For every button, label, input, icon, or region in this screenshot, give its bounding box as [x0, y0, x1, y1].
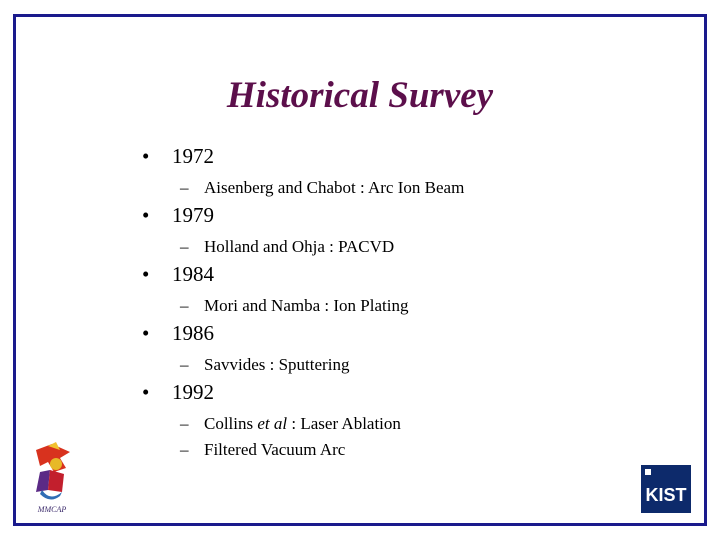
kist-logo — [641, 465, 691, 513]
mmcap-logo — [26, 442, 78, 516]
bullet-icon: • — [142, 203, 150, 227]
detail-text: Holland and Ohja : PACVD — [204, 237, 395, 256]
detail-text: Aisenberg and Chabot : Arc Ion Beam — [204, 178, 465, 197]
detail-row — [142, 237, 682, 263]
year-label: 1986 — [172, 321, 214, 345]
logo-head-shape — [50, 458, 62, 470]
list-item — [142, 203, 682, 263]
detail-text-italic: et al — [257, 414, 288, 433]
slide-title: Historical Survey — [226, 75, 494, 116]
logo-body-right — [48, 470, 64, 492]
dash-icon: – — [180, 237, 189, 256]
detail-row — [142, 296, 682, 322]
bullet-icon: • — [142, 380, 150, 404]
detail-row — [142, 178, 682, 204]
detail-text-post: : Laser Ablation — [287, 414, 401, 433]
logo-text: KIST — [645, 485, 687, 505]
year-label: 1972 — [172, 144, 214, 168]
logo-body-left — [36, 470, 50, 492]
bullet-icon: • — [142, 321, 150, 345]
logo-caption: MMCAP — [37, 505, 67, 514]
list-item — [142, 262, 682, 322]
year-row — [142, 144, 682, 178]
year-row — [142, 321, 682, 355]
detail-text: Savvides : Sputtering — [204, 355, 350, 374]
year-label: 1984 — [172, 262, 214, 286]
detail-row — [142, 440, 682, 466]
year-row — [142, 262, 682, 296]
year-row — [142, 380, 682, 414]
year-label: 1979 — [172, 203, 214, 227]
bullet-icon: • — [142, 262, 150, 286]
detail-row — [142, 355, 682, 381]
dash-icon: – — [180, 440, 189, 459]
dash-icon: – — [180, 355, 189, 374]
detail-text — [204, 414, 401, 434]
list-item — [142, 380, 682, 466]
detail-text: Mori and Namba : Ion Plating — [204, 296, 409, 315]
bullet-icon: • — [142, 144, 150, 168]
dash-icon: – — [180, 414, 189, 433]
detail-row — [142, 414, 682, 440]
logo-dot-mark — [645, 469, 651, 475]
year-row — [142, 203, 682, 237]
year-label: 1992 — [172, 380, 214, 404]
detail-text-pre: Collins — [204, 414, 258, 433]
list-item — [142, 144, 682, 204]
dash-icon: – — [180, 178, 189, 197]
detail-text: Filtered Vacuum Arc — [204, 440, 346, 459]
list-item — [142, 321, 682, 381]
survey-list — [142, 144, 682, 465]
dash-icon: – — [180, 296, 189, 315]
